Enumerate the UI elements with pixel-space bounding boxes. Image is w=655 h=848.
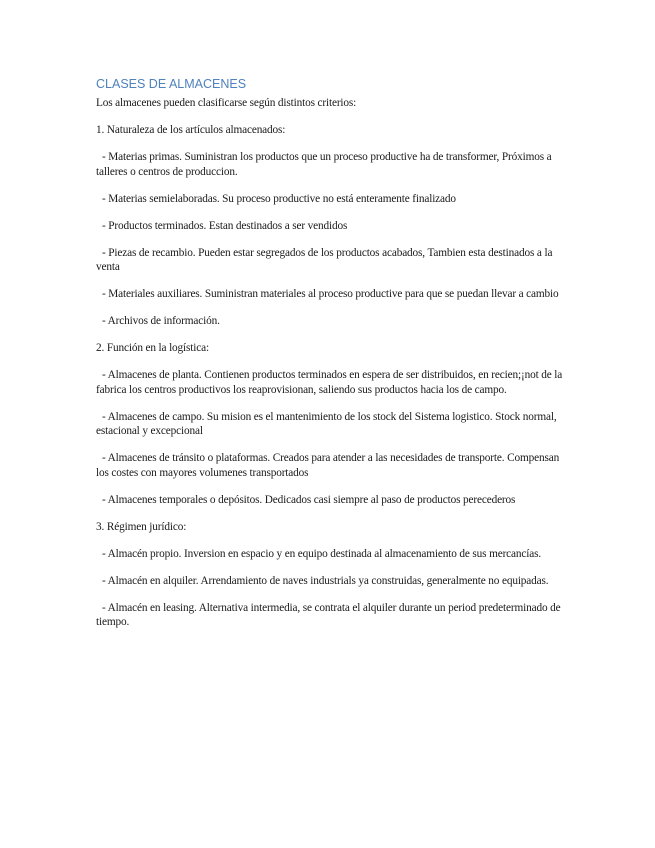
list-item <box>96 287 566 302</box>
list-item-text: - Almacén propio. Inversion en espacio y en equipo destinada al almacenamiento de sus mercancías. <box>102 547 542 560</box>
list-item <box>96 314 566 329</box>
page-title: CLASES DE ALMACENES <box>96 77 247 91</box>
list-item <box>96 601 566 630</box>
list-item-text: - Almacenes de tránsito o plataformas. Creados para atender a las necesidades de transporte. Compensan los costes con mayores volumenes transportados <box>96 452 560 479</box>
list-item <box>96 368 566 397</box>
list-item-text: - Almacén en alquiler. Arrendamiento de naves industrials ya construidas, generalmente no equipadas. <box>102 574 549 587</box>
document-page <box>96 76 566 642</box>
section-heading-naturaleza: 1. Naturaleza de los artículos almacenados: <box>96 124 286 136</box>
list-item <box>96 246 566 275</box>
list-item-text: - Almacenes de planta. Contienen productos terminados en espera de ser distribuidos, en recien;¡not de la fabrica los centros productivos los reaprovisionan, saliendo sus productos hacia los de campo. <box>96 369 563 396</box>
list-item-text: - Productos terminados. Estan destinados a ser vendidos <box>102 219 348 232</box>
list-item-text: - Almacenes de campo. Su mision es el mantenimiento de los stock del Sistema logistico. Stock normal, estacional y excepcional <box>96 410 557 437</box>
list-item-text: - Archivos de información. <box>102 315 220 327</box>
list-item <box>96 451 566 480</box>
list-item-text: - Materiales auxiliares. Suministran materiales al proceso productive para que se puedan llevar a cambio <box>102 288 559 300</box>
intro-paragraph: Los almacenes pueden clasificarse según distintos criterios: <box>96 97 357 109</box>
section-heading-funcion: 2. Función en la logística: <box>96 342 209 354</box>
list-item-text: - Materias semielaboradas. Su proceso productive no está enteramente finalizado <box>102 192 456 205</box>
list-item <box>96 150 566 179</box>
list-item <box>96 574 566 589</box>
list-item <box>96 547 566 562</box>
list-item <box>96 192 566 207</box>
list-item <box>96 219 566 234</box>
section-heading-regimen: 3. Régimen jurídico: <box>96 520 187 533</box>
list-item-text: - Almacenes temporales o depósitos. Dedicados casi siempre al paso de productos perecederos <box>102 493 516 506</box>
list-item <box>96 493 566 508</box>
list-item-text: - Piezas de recambio. Pueden estar segregados de los productos acabados, Tambien esta destinados a la venta <box>96 246 553 273</box>
list-item-text: - Almacén en leasing. Alternativa intermedia, se contrata el alquiler durante un period predeterminado de tiempo. <box>96 601 561 628</box>
list-item-text: - Materias primas. Suministran los productos que un proceso productive ha de transformer, Próximos a talleres o centros de produccion. <box>96 151 552 178</box>
list-item <box>96 410 566 439</box>
